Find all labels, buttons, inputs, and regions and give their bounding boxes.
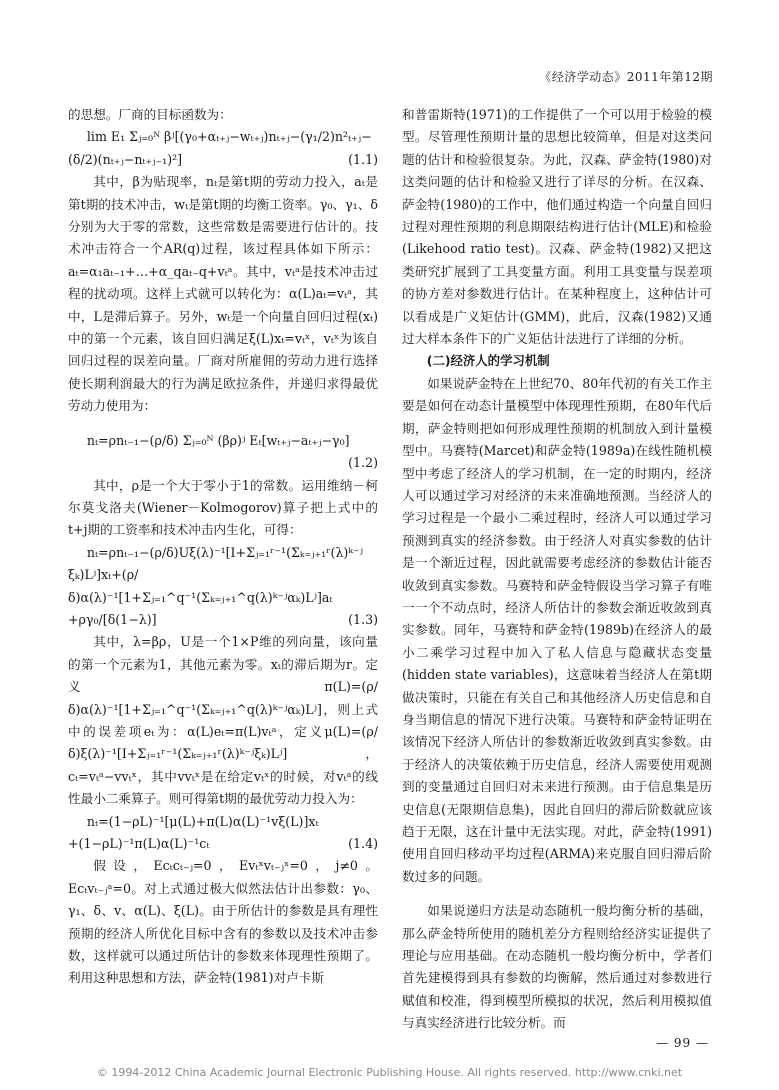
equation-4-line-1: nₜ=(1−ρL)⁻¹[μ(L)+π(L)α(L)⁻¹vξ(L)]xₜ <box>86 813 319 829</box>
paragraph: 其中，β为贴现率，nₜ是第t期的劳动力投入，aₜ是第t期的技术冲击，wₜ是第t期的均衡工资率。γ₀、γ₁、δ分别为大于零的常数，这些常数是需要进行估计的。技术冲击符合一个AR(q)过程，该过程具体如下所示：aₜ=α₁aₜ₋₁+…+α_qaₜ₋q+vₜᵃ。其中，vₜᵃ是技术冲击过程的扰动项。这样上式就可以转化为：α(L)aₜ=vₜᵃ，其中，L是滞后算子。另外，wₜ是一个向量自回归过程(xₜ)中的第一个元素，该自回归满足ξ(L)xₜ=vₜˣ，vₜˣ为该自回归过程的误差向量。厂商对所雇佣的劳动力进行选择使长期利润最大的行为满足欧拉条件，并递归求得最优劳动力使用为： <box>68 174 378 414</box>
equation-2-row <box>68 452 378 474</box>
left-column <box>68 104 378 990</box>
paragraph: 假设，Ecₜcₜ₋ⱼ=0，Evₜˣvₜ₋ⱼˣ=0，j≠0。Ecₜvₜ₋ⱼᵃ=0。对上式通过极大似然法估计出参数：γ₀、γ₁、δ、v、α(L)、ξ(L)。由于所估计的参数是具有理性预期的经济人所优化目标中含有的参数以及技术冲击参数，这样就可以通过所估计的参数来体现理性预期了。利用这种思想和方法，萨金特(1981)对卢卡斯 <box>68 858 378 986</box>
equation-2-line-1: nₜ=ρnₜ₋₁−(ρ/δ) Σⱼ₌₀ᴺ (βρ)ʲ Eₜ[wₜ₊ⱼ−aₜ₊ⱼ−γ₀] <box>86 432 350 448</box>
copyright-footer: © 1994-2012 China Academic Journal Electronic Publishing House. All rights reserved. http://www.cnki.net <box>96 1066 683 1079</box>
paragraph: 和普雷斯特(1971)的工作提供了一个可以用于检验的模型。尽管理性预期计量的思想比较简单，但是对这类问题的估计和检验很复杂。为此，汉森、萨金特(1980)对这类问题的估计和检验又进行了详尽的分析。在汉森、萨金特(1980)的工作中，他们通过构造一个向量自回归过程对理性预期的利息期限结构进行估计(MLE)和检验(Likehood ratio test)。汉森、萨金特(1982)又把这类研究扩展到了工具变量方面。利用工具变量与误差项的协方差对参数进行估计。在某种程度上，这种估计可以看成是广义矩估计(GMM)，此后，汉森(1982)又通过大样本条件下的广义矩估计法进行了详细的分析。 <box>402 107 712 347</box>
paragraph: 其中，λ=βρ，U是一个1×P维的列向量，该向量的第一个元素为1，其他元素为零。xₜ的滞后期为r。定义π(L)=(ρ/δ)α(λ)⁻¹[1+Σⱼ₌₁^q⁻¹(Σₖ₌ⱼ₊₁^q(λ)ᵏ⁻ʲαₖ)Lʲ]，则上式中的误差项eₜ为：α(L)eₜ=π(L)vₜᵃ，定义μ(L)=(ρ/δ)ξ(λ)⁻¹[I+Σⱼ₌₁ʳ⁻¹(Σₖ₌ⱼ₊₁ʳ(λ)ᵏ⁻ʲξₖ)Lʲ]，cₜ=vₜᵃ−vvₜˣ，其中vvₜˣ是在给定vₜˣ的时候，对vₜᵃ的线性最小二乘算子。则可得第t期的最优劳动力投入为： <box>68 634 378 807</box>
equation-number: (1.4) <box>348 836 378 851</box>
journal-header: 《经济学动态》2011年第12期 <box>539 70 713 84</box>
equation-3-line-1: nₜ=ρnₜ₋₁−(ρ/δ)Uξ(λ)⁻¹[I+Σⱼ₌₁ʳ⁻¹(Σₖ₌ⱼ₊₁ʳ(λ)ᵏ⁻ʲ <box>86 544 363 560</box>
paragraph: 其中，ρ是一个大于零小于1的常数。运用维纳－柯尔莫戈洛夫(Wiener－Kolmogorov)算子把上式中的t+j期的工资率和技术冲击内生化，可得： <box>68 477 378 538</box>
page-number: — 99 — <box>656 1036 709 1050</box>
equation-3-line-2: ξₖ)Lʲ]xₜ+(ρ/δ)α(λ)⁻¹[1+Σⱼ₌₁^q⁻¹(Σₖ₌ⱼ₊₁^q(λ)ᵏ⁻ʲαₖ)Lʲ]aₜ <box>68 567 333 605</box>
section-heading: (二)经济人的学习机制 <box>426 353 550 369</box>
equation-4-line-2: +(1−ρL)⁻¹π(L)α(L)⁻¹cₜ <box>68 836 210 851</box>
equation-3-row <box>68 609 378 631</box>
equation-number: (1.1) <box>348 151 378 167</box>
equation-number: (1.3) <box>348 611 378 627</box>
equation-4-row <box>68 833 378 855</box>
paragraph: 的思想。厂商的目标函数为： <box>68 107 232 122</box>
paragraph: 如果说递归方法是动态随机一般均衡分析的基础，那么萨金特所使用的随机差分方程则给经济实证提供了理论与应用基础。在动态随机一般均衡分析中，学者们首先建模得到具有参数的均衡解，然后通过对参数进行赋值和校准，得到模型所模拟的状况，然后利用模拟值与真实经济进行比较分析。而 <box>402 903 712 1031</box>
equation-3-line-3: +ργ₀/[δ(1−λ)] <box>68 611 157 627</box>
equation-1-row <box>68 149 378 171</box>
right-column <box>402 104 712 1035</box>
equation-1-line-1: lim E₁ Σⱼ₌₀ᴺ βʲ[(γ₀+αₜ₊ⱼ−wₜ₊ⱼ)nₜ₊ⱼ−(γ₁/2)n²ₜ₊ⱼ− <box>86 129 372 145</box>
equation-number: (1.2) <box>348 455 378 471</box>
paragraph: 如果说萨金特在上世纪70、80年代初的有关工作主要是如何在动态计量模型中体现理性预期，在80年代后期，萨金特则把如何形成理性预期的机制放入到计量模型中。马赛特(Marcet)和萨金特(1989a)在线性随机模型中考虑了经济人的学习机制，在一定的时期内，经济人可以通过学习对经济的未来准确地预测。当经济人的学习过程是一个最小二乘过程时，经济人可以通过学习预测到真实的经济参数。由于经济人对真实参数的估计是一个渐近过程，因此就需要考虑经济的参数估计能否收敛到真实参数。马赛特和萨金特假设当学习算子有唯一一个不动点时，经济人所估计的参数会渐近收敛到真实参数。同年，马赛特和萨金特(1989b)在经济人的最小二乘学习过程中加入了私人信息与隐藏状态变量(hidden state variables)，这意味着当经济人在第t期做决策时，只能在有关自己和其他经济人历史信息和自身当期信息的情况下进行决策。马赛特和萨金特证明在该情况下经济人所估计的参数渐近收敛到真实参数。由于经济人的决策依赖于历史信息，经济人需要使用观测到的变量通过自回归对未来进行预测。由于信息集是历史信息(无限期信息集)，因此自回归的滞后阶数就应该趋于无限，这在计量中无法实现。对此，萨金特(1991)使用自回归移动平均过程(ARMA)来克服自回归滞后阶数过多的问题。 <box>402 375 712 884</box>
equation-1-line-2: (δ/2)(nₜ₊ⱼ−nₜ₊ⱼ₋₁)²] <box>68 151 183 167</box>
